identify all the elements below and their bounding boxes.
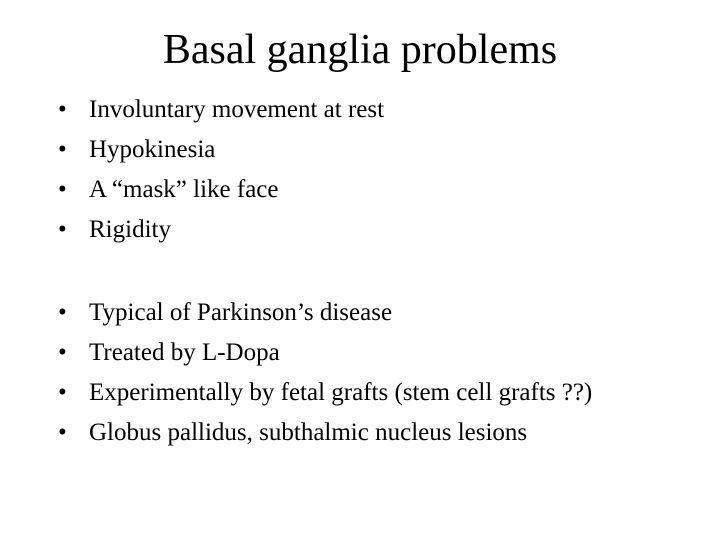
bullet-text: Rigidity: [89, 216, 171, 243]
bullet-item: [58, 170, 384, 210]
bullet-icon: •: [58, 379, 67, 406]
bullet-item: [58, 130, 384, 170]
bullet-icon: •: [58, 136, 67, 163]
bullet-text: Hypokinesia: [89, 136, 216, 163]
bullet-list-context: [58, 293, 592, 453]
bullet-icon: •: [58, 176, 67, 203]
bullet-item: [58, 210, 384, 250]
bullet-icon: •: [58, 96, 67, 123]
bullet-icon: •: [58, 339, 67, 366]
slide-title: Basal ganglia problems: [162, 27, 558, 73]
bullet-list-symptoms: [58, 90, 384, 250]
bullet-text: Experimentally by fetal grafts (stem cell grafts ??): [89, 379, 593, 406]
bullet-text: Treated by L-Dopa: [89, 339, 280, 366]
bullet-text: Typical of Parkinson’s disease: [89, 299, 393, 326]
bullet-icon: •: [58, 419, 67, 446]
bullet-item: [58, 293, 592, 333]
bullet-item: [58, 413, 592, 453]
bullet-text: Involuntary movement at rest: [89, 96, 385, 123]
bullet-icon: •: [58, 216, 67, 243]
bullet-item: [58, 373, 592, 413]
bullet-item: [58, 90, 384, 130]
bullet-item: [58, 333, 592, 373]
bullet-text: Globus pallidus, subthalmic nucleus lesions: [89, 419, 528, 446]
bullet-text: A “mask” like face: [89, 176, 279, 203]
bullet-icon: •: [58, 299, 67, 326]
